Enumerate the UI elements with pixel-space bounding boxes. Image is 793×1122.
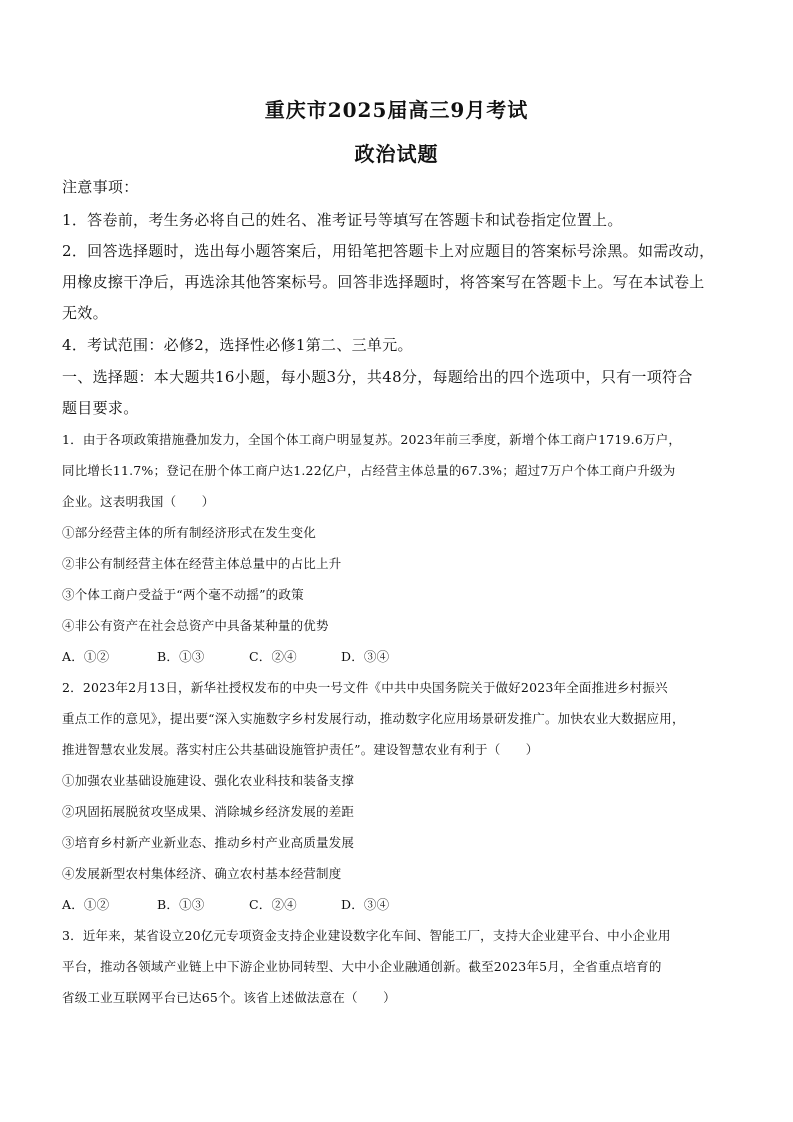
- question-1-item-2: ②非公有制经营主体在经营主体总量中的占比上升: [62, 556, 342, 571]
- question-1-options: [62, 647, 742, 665]
- question-3-stem-line-3: 省级工业互联网平台已达65个。该省上述做法意在（ ）: [62, 990, 396, 1005]
- question-2-item-2: ②巩固拓展脱贫攻坚成果、消除城乡经济发展的差距: [62, 804, 355, 819]
- question-1-option-a[interactable]: A．①②: [62, 649, 110, 664]
- exam-title: 重庆市2025届高三9月考试: [264, 98, 529, 122]
- note-item-2-line-2: 用橡皮擦干净后，再选涂其他答案标号。回答非选择题时，将答案写在答题卡上。写在本试卷上: [62, 273, 705, 291]
- question-2-stem-line-3: 推进智慧农业发展。落实村庄公共基础设施管护责任”。建设智慧农业有利于（ ）: [62, 742, 539, 757]
- question-2-stem-line-1: 2．2023年2月13日，新华社授权发布的中央一号文件《中共中央国务院关于做好2023年全面推进乡村振兴: [62, 680, 668, 695]
- question-2-item-1: ①加强农业基础设施建设、强化农业科技和装备支撑: [62, 773, 355, 788]
- note-item-4: 4．考试范围：必修2，选择性必修1第二、三单元。: [62, 336, 413, 354]
- question-2-option-a[interactable]: A．①②: [62, 897, 110, 912]
- question-2-item-4: ④发展新型农村集体经济、确立农村基本经营制度: [62, 866, 342, 881]
- question-1-item-4: ④非公有资产在社会总资产中具备某种量的优势: [62, 618, 329, 633]
- question-2-option-d[interactable]: D．③④: [341, 897, 390, 912]
- question-1-stem-line-3: 企业。这表明我国（ ）: [62, 494, 215, 509]
- note-item-1: 1．答卷前，考生务必将自己的姓名、准考证号等填写在答题卡和试卷指定位置上。: [62, 211, 623, 229]
- section-heading-line-1: 一、选择题：本大题共16小题，每小题3分，共48分，每题给出的四个选项中，只有一项符合: [62, 368, 693, 386]
- question-2-stem-line-2: 重点工作的意见》，提出要“深入实施数字乡村发展行动，推动数字化应用场景研发推广。加快农业大数据应用，: [62, 711, 685, 726]
- exam-subject: 政治试题: [354, 142, 439, 166]
- note-item-2-line-3: 无效。: [62, 304, 108, 322]
- question-1-item-3: ③个体工商户受益于“两个毫不动摇”的政策: [62, 587, 304, 602]
- question-2-item-3: ③培育乡村新产业新业态、推动乡村产业高质量发展: [62, 835, 355, 850]
- question-2-option-c[interactable]: C．②④: [249, 897, 297, 912]
- question-1-stem-line-1: 1．由于各项政策措施叠加发力，全国个体工商户明显复苏。2023年前三季度，新增个体工商户1719.6万户，: [62, 432, 682, 447]
- question-2-options: [62, 895, 742, 913]
- question-1-option-d[interactable]: D．③④: [341, 649, 390, 664]
- question-2-option-b[interactable]: B．①③: [157, 897, 205, 912]
- question-1-option-c[interactable]: C．②④: [249, 649, 297, 664]
- question-1-stem-line-2: 同比增长11.7%；登记在册个体工商户达1.22亿户，占经营主体总量的67.3%；超过7万户个体工商户升级为: [62, 463, 676, 478]
- question-3-stem-line-1: 3．近年来，某省设立20亿元专项资金支持企业建设数字化车间、智能工厂，支持大企业建平台、中小企业用: [62, 928, 671, 943]
- question-1-item-1: ①部分经营主体的所有制经济形式在发生变化: [62, 525, 317, 540]
- notes-heading: 注意事项：: [62, 178, 139, 196]
- section-heading-line-2: 题目要求。: [62, 399, 139, 417]
- note-item-2-line-1: 2．回答选择题时，选出每小题答案后，用铅笔把答题卡上对应题目的答案标号涂黑。如需改动，: [62, 242, 715, 260]
- question-3-stem-line-2: 平台，推动各领域产业链上中下游企业协同转型、大中小企业融通创新。截至2023年5月，全省重点培育的: [62, 959, 662, 974]
- question-1-option-b[interactable]: B．①③: [157, 649, 205, 664]
